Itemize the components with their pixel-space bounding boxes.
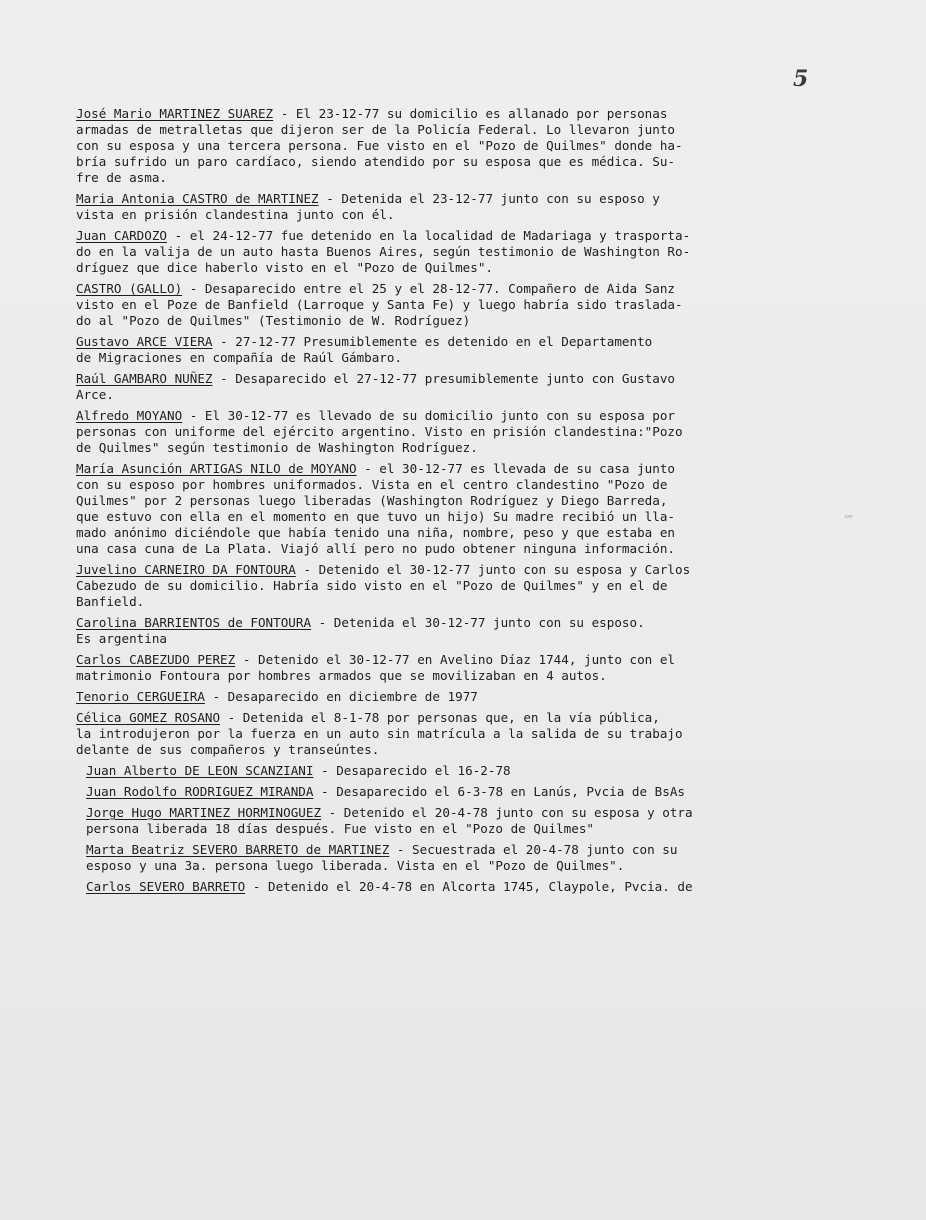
entry-text: - Detenida el 30-12-77 junto con su esposo. Es argentina (76, 615, 645, 646)
entry-text: - Detenido el 30-12-77 junto con su esposa y Carlos Cabezudo de su domicilio. Habría sido visto en el "Pozo de Quilmes" y en el de Banfield. (76, 562, 691, 609)
entry-name: Raúl GAMBARO NUÑEZ (76, 371, 213, 386)
entry (76, 281, 866, 329)
entry-name: Célica GOMEZ ROSANO (76, 710, 221, 725)
entry-name: Carlos CABEZUDO PEREZ (76, 652, 236, 667)
entry-name: José Mario MARTINEZ SUAREZ (76, 106, 274, 121)
entry (76, 371, 866, 403)
entry-text: - El 30-12-77 es llevado de su domicilio junto con su esposa por personas con uniforme del ejército argentino. Visto en prisión clandestina:"Pozo de Quilmes" según testimonio de Washington Rodríguez. (76, 408, 683, 455)
entry-name: Carolina BARRIENTOS de FONTOURA (76, 615, 312, 630)
entry-text: - 27-12-77 Presumiblemente es detenido en el Departamento de Migraciones en compañía de Raúl Gámbaro. (76, 334, 653, 365)
entry (76, 689, 866, 705)
entry-name: Jorge Hugo MARTINEZ HORMINOGUEZ (86, 805, 322, 820)
entry-text: - El 23-12-77 su domicilio es allanado por personas armadas de metralletas que dijeron ser de la Policía Federal. Lo llevaron junto con su esposa y una tercera persona. Fue visto en el "Pozo de Quilmes" donde ha- bría sufrido un paro cardíaco, siendo atendido por su esposa que es médica. Su- fre de asma. (76, 106, 683, 185)
entry-list (76, 106, 866, 900)
entry-text: - Detenida el 23-12-77 junto con su esposo y vista en prisión clandestina junto con él. (76, 191, 660, 222)
entry (86, 784, 866, 800)
entry-text: - Desaparecido en diciembre de 1977 (204, 689, 478, 704)
entry-name: Tenorio CERGUEIRA (76, 689, 205, 704)
entry-name: Gustavo ARCE VIERA (76, 334, 213, 349)
entry-name: CASTRO (GALLO) (76, 281, 183, 296)
entry (76, 615, 866, 647)
entry (86, 805, 866, 837)
entry (76, 106, 866, 186)
entry-name: Juan Alberto DE LEON SCANZIANI (86, 763, 314, 778)
entry-text: - Desaparecido el 27-12-77 presumiblemente junto con Gustavo Arce. (76, 371, 675, 402)
entry-name: María Asunción ARTIGAS NILO de MOYANO (76, 461, 357, 476)
entry (76, 408, 866, 456)
entry-text: - Desaparecido entre el 25 y el 28-12-77. Compañero de Aida Sanz visto en el Poze de Banfield (Larroque y Santa Fe) y luego habría sido traslada- do al "Pozo de Quilmes" (Testimonio de W. Rodríguez) (76, 281, 683, 328)
entry (76, 228, 866, 276)
entry (86, 763, 866, 779)
entry-name: Juan CARDOZO (76, 228, 167, 243)
entry-name: Maria Antonia CASTRO de MARTINEZ (76, 191, 319, 206)
entry (76, 652, 866, 684)
entry (76, 191, 866, 223)
entry (76, 710, 866, 758)
margin-smudge-icon: ‴ (844, 512, 854, 533)
entry-text: - Detenida el 8-1-78 por personas que, en la vía pública, la introdujeron por la fuerza en un auto sin matrícula a la salida de su trabajo delante de sus compañeros y transeúntes. (76, 710, 683, 757)
entry (76, 461, 866, 557)
entry-text: - Detenido el 20-4-78 junto con su esposa y otra persona liberada 18 días después. Fue visto en el "Pozo de Quilmes" (86, 805, 693, 836)
entry (86, 879, 866, 895)
entry-text: - Detenido el 20-4-78 en Alcorta 1745, Claypole, Pvcia. de (245, 879, 693, 894)
entry-name: Juan Rodolfo RODRIGUEZ MIRANDA (86, 784, 314, 799)
entry-name: Alfredo MOYANO (76, 408, 183, 423)
entry-text: - el 24-12-77 fue detenido en la localidad de Madariaga y trasporta- do en la valija de un auto hasta Buenos Aires, según testimonio de Washington Ro- dríguez que dice haberlo visto en el "Pozo de Quilmes". (76, 228, 691, 275)
entry (76, 334, 866, 366)
entry-text: - Detenido el 30-12-77 en Avelino Díaz 1744, junto con el matrimonio Fontoura por hombres armados que se movilizaban en 4 autos. (76, 652, 675, 683)
entry-name: Juvelino CARNEIRO DA FONTOURA (76, 562, 296, 577)
entry-name: Marta Beatriz SEVERO BARRETO de MARTINEZ (86, 842, 390, 857)
entry-text: - Desaparecido el 6-3-78 en Lanús, Pvcia de BsAs (313, 784, 685, 799)
entry (76, 562, 866, 610)
entry-text: - Desaparecido el 16-2-78 (313, 763, 511, 778)
page-number: 5 (793, 66, 809, 92)
entry-name: Carlos SEVERO BARRETO (86, 879, 246, 894)
entry-text: - el 30-12-77 es llevada de su casa junto con su esposo por hombres uniformados. Vista en el centro clandestino "Pozo de Quilmes" por 2 personas luego liberadas (Washington Rodríguez y Diego Barreda, que estuvo con ella en el momento en que tuvo un hijo) Su madre recibió un lla- mado anónimo diciéndole que había tenido una niña, nombre, peso y que estaba en una casa cuna de La Plata. Viajó allí pero no pudo obtener ninguna información. (76, 461, 675, 556)
entry-text: - Secuestrada el 20-4-78 junto con su esposo y una 3a. persona luego liberada. Vista en el "Pozo de Quilmes". (86, 842, 678, 873)
entry (86, 842, 866, 874)
